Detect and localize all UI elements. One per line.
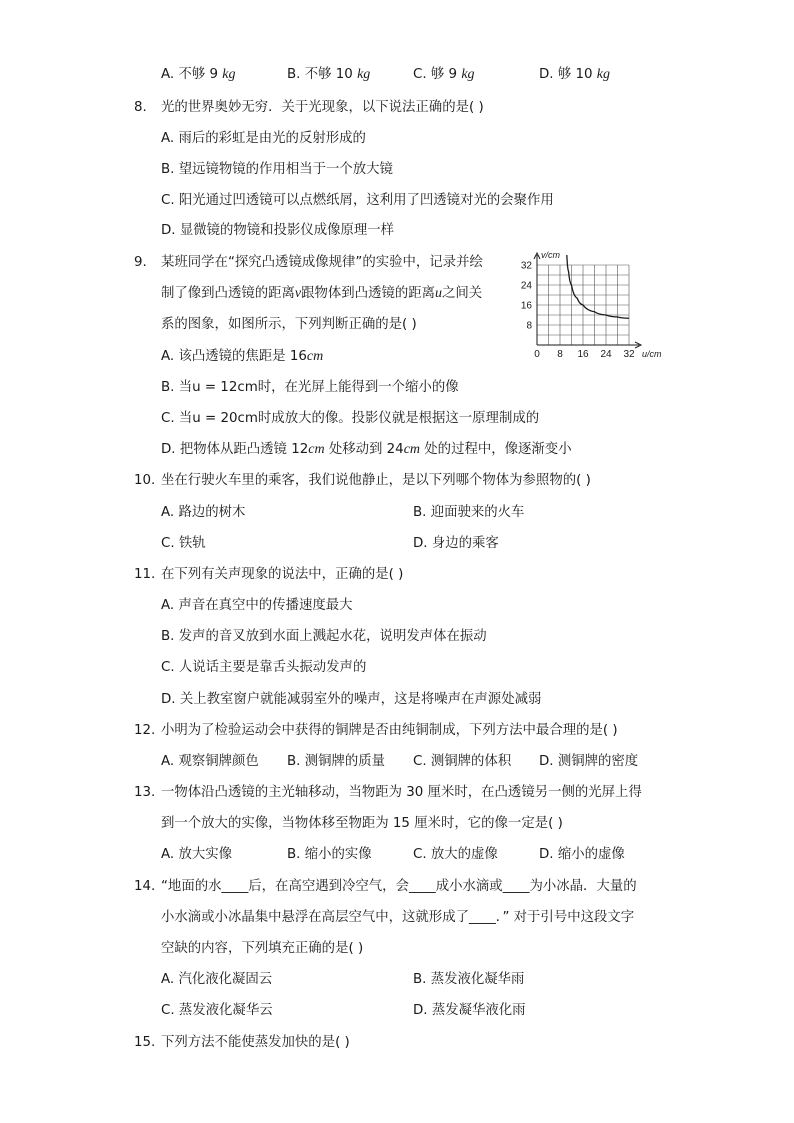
x-tick-label: 0 — [534, 349, 540, 360]
q11-option-d: D. 关上教室窗户就能减弱室外的噪声，这是将噪声在声源处减弱 — [161, 692, 542, 707]
graph-axes — [534, 253, 641, 348]
q7-option-a: A. 不够 9 kg — [161, 67, 236, 82]
question-stem: 下列方法不能使蒸发加快的是( ) — [161, 1035, 350, 1050]
q8-option-c: C. 阳光通过凹透镜可以点燃纸屑，这利用了凹透镜对光的会聚作用 — [161, 193, 554, 208]
q8-option-b: B. 望远镜物镜的作用相当于一个放大镜 — [161, 162, 393, 177]
q12-option-c: C. 测铜牌的体积 — [413, 754, 512, 769]
q14-option-b: B. 蒸发液化凝华雨 — [413, 972, 525, 987]
graph-y-axis-label: v/cm — [541, 250, 560, 260]
q13-option-b: B. 缩小的实像 — [287, 847, 372, 862]
x-tick-label: 8 — [557, 349, 563, 360]
q12-option-b: B. 测铜牌的质量 — [287, 754, 386, 769]
q13-option-c: C. 放大的虚像 — [413, 847, 498, 862]
q7-option-b: B. 不够 10 kg — [287, 67, 371, 82]
y-tick-label: 8 — [526, 320, 532, 332]
q8-option-a: A. 雨后的彩虹是由光的反射形成的 — [161, 131, 366, 146]
y-tick-label: 16 — [520, 300, 532, 312]
question-stem-line-3: 系的图象，如图所示，下列判断正确的是( ) — [161, 317, 417, 332]
question-stem-line-2: 到一个放大的实像，当物体移至物距为 15 厘米时，它的像一定是( ) — [161, 816, 563, 831]
x-tick-label: 32 — [623, 349, 635, 360]
question-number: 13. — [134, 785, 156, 800]
q14-option-d: D. 蒸发凝华液化雨 — [413, 1003, 526, 1018]
question-stem-line-2: 小水滴或小冰晶集中悬浮在高层空气中，这就形成了____．” 对于引号中这段文字 — [161, 910, 635, 925]
q7-option-c: C. 够 9 kg — [413, 67, 475, 82]
q11-option-a: A. 声音在真空中的传播速度最大 — [161, 598, 353, 613]
q12-option-d: D. 测铜牌的密度 — [539, 754, 639, 769]
question-stem: 光的世界奥妙无穷．关于光现象，以下说法正确的是( ) — [161, 100, 484, 115]
x-tick-label: 24 — [600, 349, 612, 360]
question-number: 15. — [134, 1035, 156, 1050]
q11-option-b: B. 发声的音叉放到水面上溅起水花，说明发声体在振动 — [161, 629, 487, 644]
y-tick-label: 32 — [520, 260, 532, 272]
q14-option-c: C. 蒸发液化凝华云 — [161, 1003, 273, 1018]
q10-option-c: C. 铁轨 — [161, 536, 206, 551]
q9-option-b: B. 当u = 12cm时，在光屏上能得到一个缩小的像 — [161, 380, 459, 395]
question-stem-line-3: 空缺的内容，下列填充正确的是( ) — [161, 941, 364, 956]
q10-option-b: B. 迎面驶来的火车 — [413, 505, 525, 520]
q9-option-a: A. 该凸透镜的焦距是 16cm — [161, 349, 324, 364]
question-number: 8. — [134, 100, 147, 115]
question-stem-line-2: 制了像到凸透镜的距离v跟物体到凸透镜的距离u之间关 — [161, 286, 483, 301]
question-stem: 坐在行驶火车里的乘客，我们说他静止，是以下列哪个物体为参照物的( ) — [161, 473, 591, 488]
lens-image-distance-graph — [510, 248, 668, 366]
q9-option-d: D. 把物体从距凸透镜 12cm 处移动到 24cm 处的过程中，像逐渐变小 — [161, 442, 572, 457]
question-number: 10. — [134, 473, 156, 488]
q8-option-d: D. 显微镜的物镜和投影仪成像原理一样 — [161, 223, 395, 238]
q12-option-a: A. 观察铜牌颜色 — [161, 754, 259, 769]
graph-curve — [567, 255, 629, 318]
q10-option-a: A. 路边的树木 — [161, 505, 246, 520]
q7-option-d: D. 够 10 kg — [539, 67, 611, 82]
question-stem-line-1: “地面的水____后，在高空遇到冷空气，会____成小水滴或____为小冰晶．大量的 — [161, 879, 637, 894]
graph-x-axis-label: u/cm — [642, 349, 662, 359]
q13-option-d: D. 缩小的虚像 — [539, 847, 625, 862]
question-number: 14. — [134, 879, 156, 894]
q10-option-d: D. 身边的乘客 — [413, 536, 499, 551]
q11-option-c: C. 人说话主要是靠舌头振动发声的 — [161, 660, 367, 675]
question-number: 12. — [134, 723, 156, 738]
question-stem-line-1: 某班同学在“探究凸透镜成像规律”的实验中，记录并绘 — [161, 255, 483, 270]
question-number: 11. — [134, 567, 156, 582]
question-number: 9. — [134, 255, 147, 270]
q14-option-a: A. 汽化液化凝固云 — [161, 972, 273, 987]
question-stem: 小明为了检验运动会中获得的铜牌是否由纯铜制成，下列方法中最合理的是( ) — [161, 723, 618, 738]
y-tick-label: 24 — [520, 280, 532, 292]
x-tick-label: 16 — [577, 349, 589, 360]
q9-option-c: C. 当u = 20cm时成放大的像。投影仪就是根据这一原理制成的 — [161, 411, 540, 426]
q13-option-a: A. 放大实像 — [161, 847, 232, 862]
question-stem: 在下列有关声现象的说法中，正确的是( ) — [161, 567, 404, 582]
question-stem-line-1: 一物体沿凸透镜的主光轴移动，当物距为 30 厘米时，在凸透镜另一侧的光屏上得 — [161, 785, 642, 800]
